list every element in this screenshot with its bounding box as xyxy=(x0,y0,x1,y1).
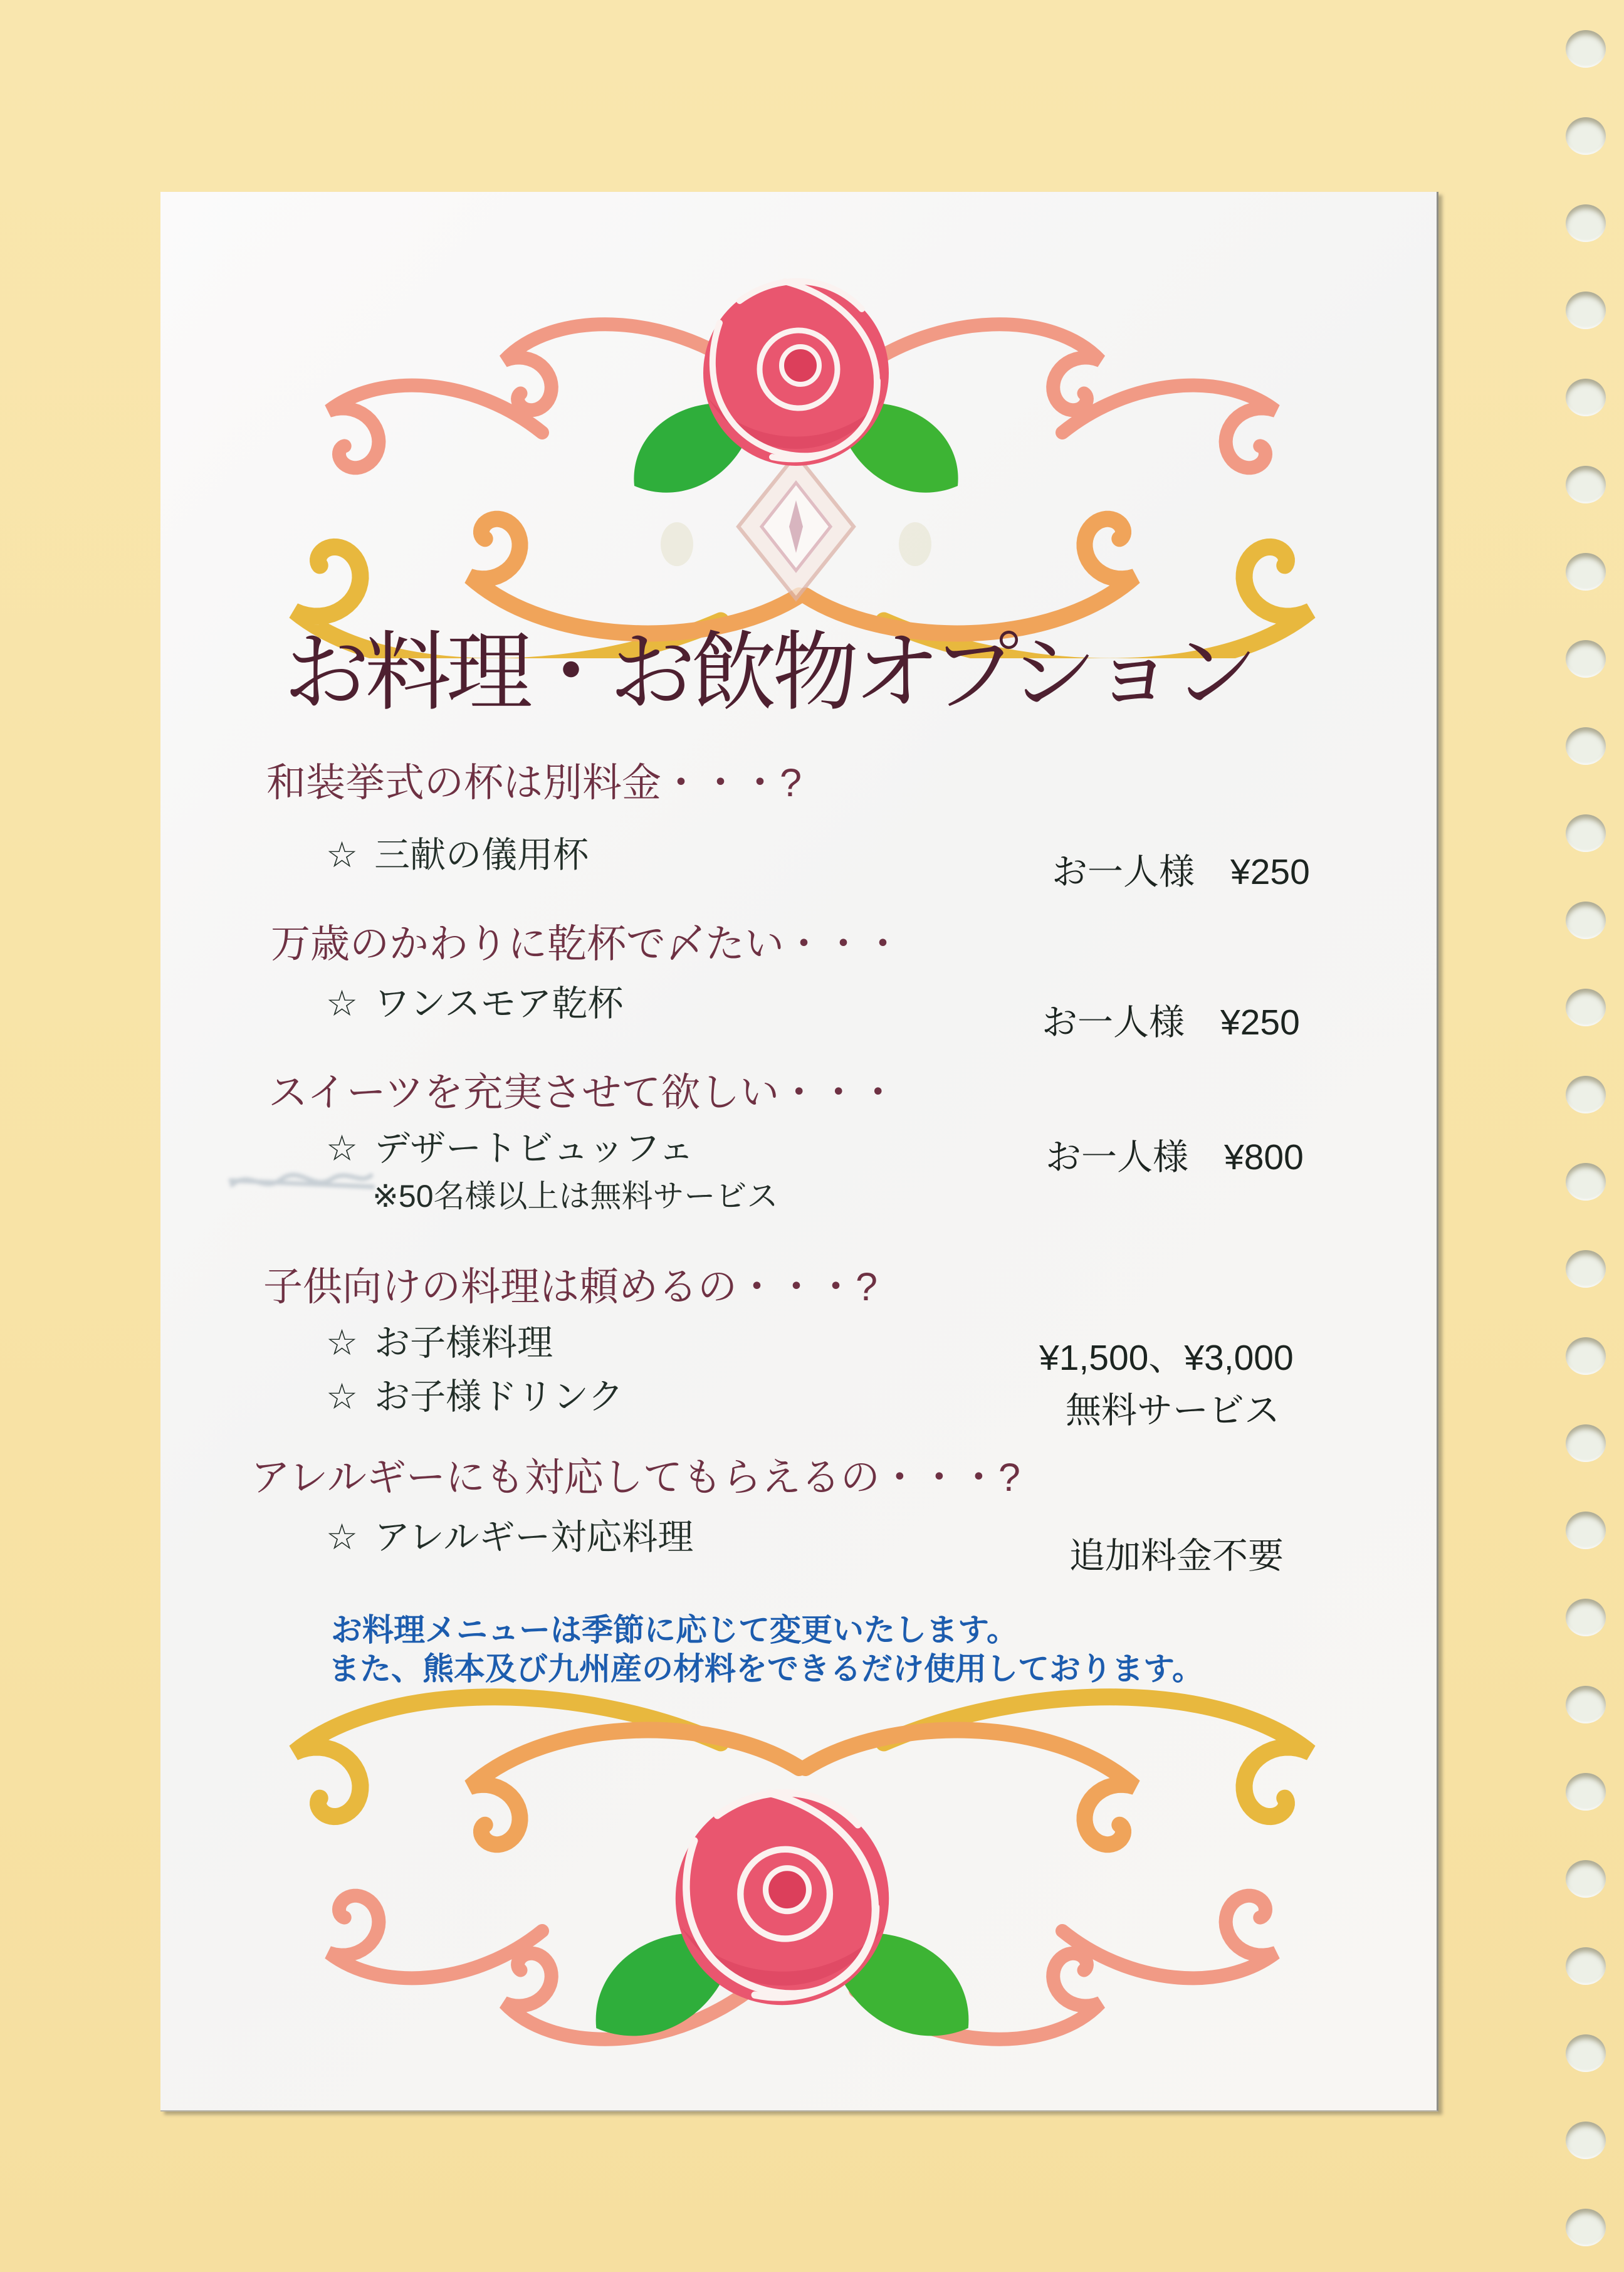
menu-item xyxy=(326,1508,693,1560)
pale-dot-icon xyxy=(899,522,931,566)
rose-icon xyxy=(634,280,958,493)
binder-hole xyxy=(1566,1599,1606,1636)
binder-hole xyxy=(1566,292,1606,329)
top-flourish-decoration xyxy=(175,245,1429,658)
binder-hole xyxy=(1566,1076,1606,1113)
pale-dot-icon xyxy=(661,522,693,566)
menu-item xyxy=(326,1314,553,1365)
binder-hole xyxy=(1566,2122,1606,2159)
binder-hole xyxy=(1566,1860,1606,1898)
menu-item-price: お一人様 ¥250 xyxy=(1042,1002,1300,1043)
swirl-flourish-icon xyxy=(329,1896,542,1979)
page-title: お料理・お飲物オプション xyxy=(283,624,1254,721)
star-bullet-icon: ☆ xyxy=(326,835,359,875)
star-bullet-icon: ☆ xyxy=(326,984,359,1024)
star-bullet-icon: ☆ xyxy=(326,1128,359,1169)
menu-item-price: ¥1,500、¥3,000 xyxy=(1039,1338,1294,1378)
binder-hole xyxy=(1566,1947,1606,1985)
binder-hole xyxy=(1566,1773,1606,1811)
menu-item-label: デザートビュッフェ xyxy=(374,1128,694,1169)
binder-hole xyxy=(1566,1512,1606,1549)
swirl-flourish-icon xyxy=(1062,386,1276,468)
section-heading-allergy: アレルギーにも対応してもらえるの・・・? xyxy=(251,1456,1020,1500)
binder-hole xyxy=(1566,1686,1606,1723)
menu-item-label: お子様料理 xyxy=(374,1323,553,1363)
binder-hole xyxy=(1566,30,1606,68)
binder-hole xyxy=(1566,727,1606,765)
menu-item-price: お一人様 ¥250 xyxy=(1052,852,1310,892)
menu-item-price: 無料サービス xyxy=(1066,1391,1280,1431)
swirl-flourish-icon xyxy=(1062,1896,1276,1979)
swirl-flourish-icon xyxy=(329,386,542,468)
binder-hole xyxy=(1566,466,1606,503)
rose-icon xyxy=(596,1792,969,2036)
binder-hole xyxy=(1566,204,1606,242)
binder-hole xyxy=(1566,902,1606,939)
menu-item-label: ワンスモア乾杯 xyxy=(374,984,624,1024)
binder-hole xyxy=(1566,1424,1606,1462)
menu-paper xyxy=(160,192,1438,2112)
binder-hole xyxy=(1566,2034,1606,2072)
binder-hole xyxy=(1566,814,1606,852)
star-bullet-icon: ☆ xyxy=(326,1323,359,1363)
menu-item-label: お子様ドリンク xyxy=(374,1377,624,1417)
footer-note-seasonal: お料理メニューは季節に応じて変更いたします。 xyxy=(331,1612,1018,1648)
binder-hole xyxy=(1566,553,1606,591)
swirl-flourish-icon xyxy=(856,324,1100,410)
pencil-smudge-artifact xyxy=(226,1157,376,1207)
footer-note-local-produce: また、熊本及び九州産の材料をできるだけ使用しております。 xyxy=(328,1651,1203,1686)
binder-hole xyxy=(1566,1337,1606,1375)
menu-item-note: ※50名様以上は無料サービス xyxy=(372,1179,778,1214)
binder-hole xyxy=(1566,1250,1606,1288)
binder-hole xyxy=(1566,117,1606,155)
menu-item-label: 三献の儀用杯 xyxy=(374,835,589,875)
section-heading-dessert: スイーツを充実させて欲しい・・・ xyxy=(268,1071,898,1115)
binder-hole xyxy=(1566,989,1606,1026)
binder-hole xyxy=(1566,640,1606,678)
menu-item xyxy=(326,826,589,878)
binder-hole xyxy=(1566,379,1606,416)
binder-hole xyxy=(1566,1163,1606,1201)
binder-hole xyxy=(1566,2209,1606,2246)
menu-item-label: アレルギー対応料理 xyxy=(374,1517,694,1557)
menu-item xyxy=(326,975,623,1026)
menu-item-price: 追加料金不要 xyxy=(1069,1536,1284,1576)
section-heading-kids-meal: 子供向けの料理は頼めるの・・・? xyxy=(263,1265,878,1309)
menu-item xyxy=(326,1120,694,1171)
menu-item-price: お一人様 ¥800 xyxy=(1045,1137,1304,1177)
star-bullet-icon: ☆ xyxy=(326,1517,359,1557)
star-bullet-icon: ☆ xyxy=(326,1377,359,1417)
bottom-flourish-decoration xyxy=(175,1655,1429,2119)
menu-item xyxy=(326,1368,624,1419)
section-heading-one-more-toast: 万歳のかわりに乾杯で〆たい・・・ xyxy=(271,922,903,966)
section-heading-wedding-cup: 和装挙式の杯は別料金・・・? xyxy=(266,761,802,805)
